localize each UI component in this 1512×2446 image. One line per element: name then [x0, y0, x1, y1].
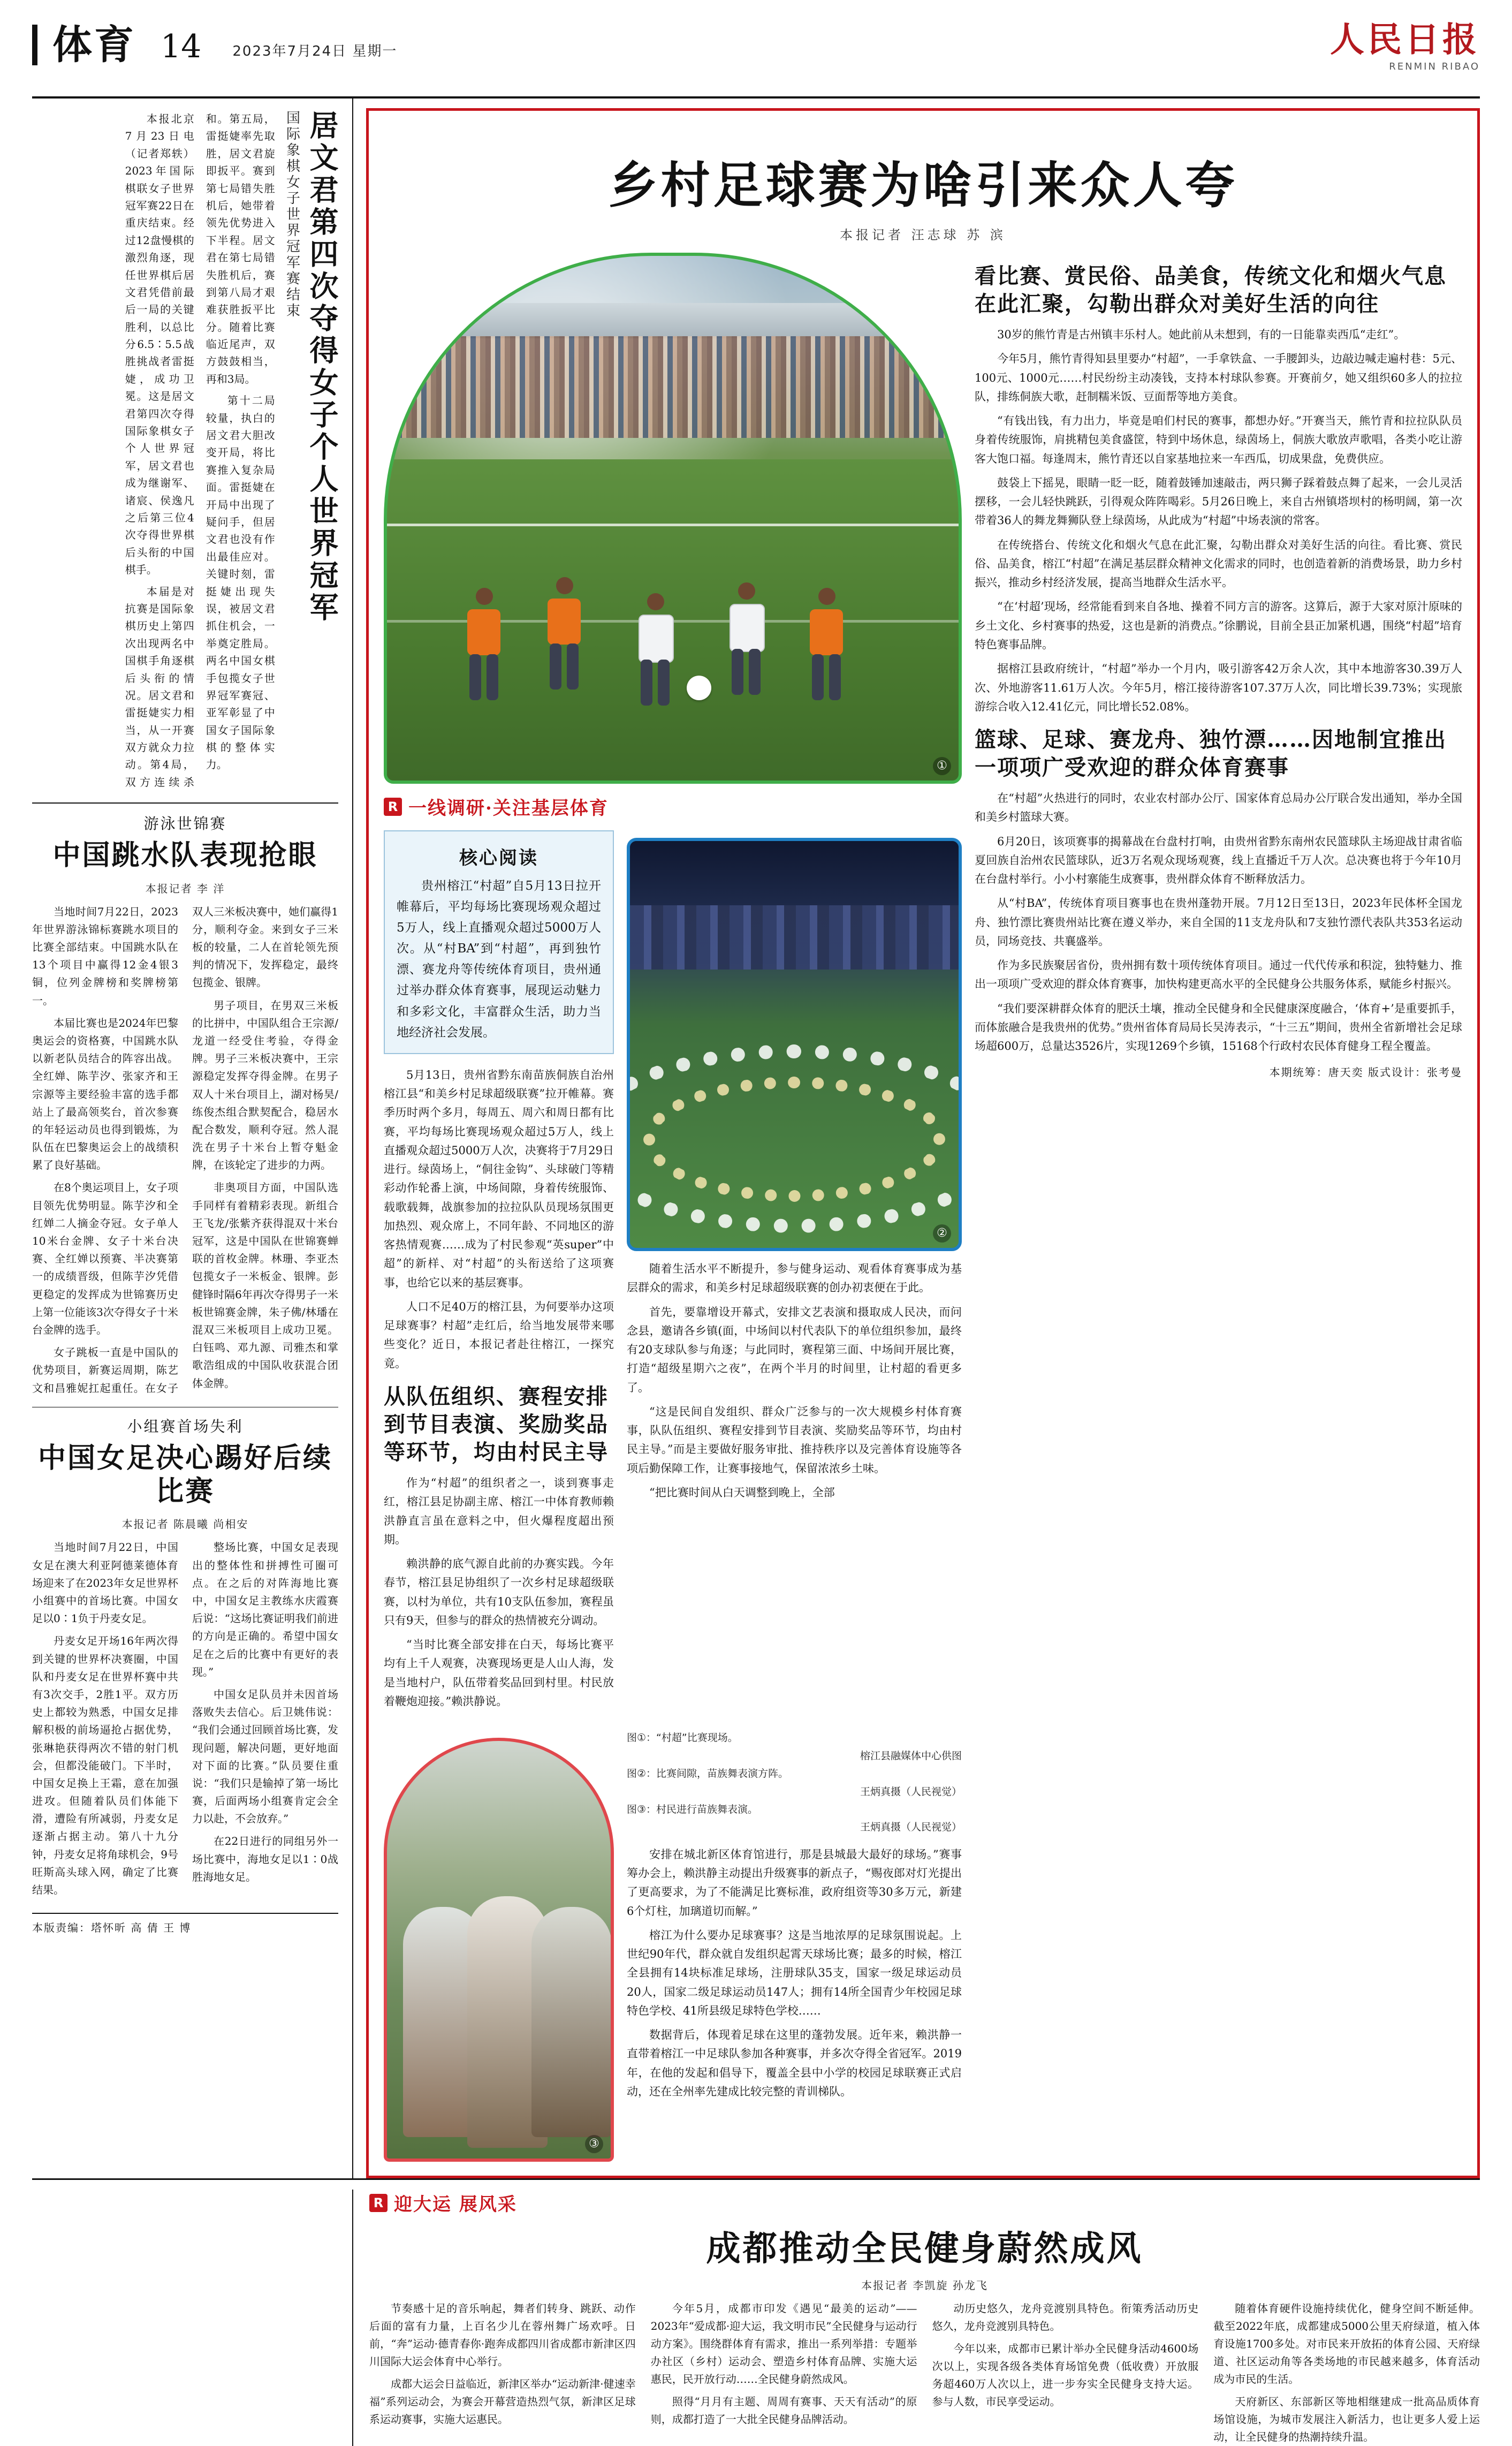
- paper-logo-en: RENMIN RIBAO: [1389, 61, 1480, 72]
- photo-folk-costume: [384, 1738, 614, 2162]
- soccer-ball: [687, 676, 711, 700]
- masthead-left: [32, 22, 398, 68]
- player-head: [738, 582, 755, 600]
- photo-dance-circle-inner: [643, 1077, 945, 1202]
- player-leg: [550, 643, 561, 690]
- feature-para: 安排在城北新区体育馆进行，那是县城最大最好的球场。”赛事筹办会上，赖洪静主动提出升级赛事的新点子，“赐夜郎对灯光提出了更高要求，为了不能满足比赛标准，政府组资等30多万元，新建6个灯柱，加璃道切而解。”: [627, 1847, 962, 1918]
- feature-para: 在传统搭台、传统文化和烟火气息在此汇聚，勾勒出群众对美好生活的向往。看比赛、赏民俗、品美食，榕江“村超”在满足基层群众精神文化需求的同时，也创造着新的消费场景，助力乡村振兴，推动乡村经济发展，提高当地群众生活水平。: [975, 538, 1462, 589]
- player-leg: [567, 643, 579, 690]
- photo-crowd: [387, 336, 959, 438]
- photo-caption-line: 图②：比赛间隙，苗族舞表演方阵。: [627, 1768, 789, 1780]
- feature-subhead-2: 看比赛、赏民俗、品美食，传统文化和烟火气息在此汇聚，勾勒出群众对美好生活的向往: [975, 263, 1447, 316]
- photo-skyline: [630, 905, 959, 970]
- player-leg: [469, 654, 481, 700]
- photo-match-scene: [384, 253, 962, 784]
- core-read-text: 贵州榕江“村超”自5月13日拉开帷幕后，平均每场比赛现场观众超过5万人，线上直播观众超过5000万人次。从“村BA”到“村超”，再到独竹漂、赛龙舟等传统体育项目，贵州通过举办群众体育赛事，展现运动魅力和多彩文化，丰富群众生活，助力当地经济社会发展。: [397, 879, 601, 1040]
- core-read-heading: 核心阅读: [459, 847, 538, 869]
- feature-col1-body-2: [384, 1474, 614, 1711]
- feature-tagline: [384, 793, 962, 820]
- player-leg: [487, 654, 498, 700]
- tagline-text: 一线调研·关注基层体育: [408, 798, 609, 819]
- story-para: 在22日进行的同组另外一场比赛中，海地女足以1∶0战胜海地女足。: [192, 1835, 338, 1883]
- field-line: [387, 524, 959, 526]
- bottom-left-spacer: [32, 2190, 353, 2446]
- player-figure: [639, 593, 672, 706]
- paper-logo: 人民日报: [1330, 20, 1480, 60]
- feature-para: “我们要深耕群众体育的肥沃土壤，推动全民健身和全民健康深度融合，‘体育+’是重要抓手，而体旅融合是我贵州的优势。”贵州省体育局局长吴涛表示，“十三五”期间，贵州全省新增社会足球场超600万，总量达3526片，实现1269个乡镇，15168个行政村农民体育健身工程全覆盖。: [975, 1002, 1462, 1053]
- story-womens-football: [32, 1415, 338, 1899]
- story-para: 本届比赛也是2024年巴黎奥运会的资格赛，中国跳水队以新老队员结合的阵容出战。全红婵、陈芋汐、张家齐和王宗源等主要经验丰富的选手都站上了最高领奖台，首次参赛的年轻运动员也得到锻炼，为队伍在巴黎奥运会上的战绩积累了良好基础。: [32, 1016, 178, 1172]
- bottom-para: 今年5月，成都市印发《遇见“最美的运动”——2023年“爱成都·迎大运，我文明市民”全民健身与运动行动方案》。围绕群体育有需求，推出一系列举措：专题举办社区（乡村）运动会、塑造乡村体育品牌、实施大运惠民，民开放行动……全民健身蔚然成风。: [650, 2302, 917, 2386]
- bottom-para: 动历史悠久，龙舟竞渡别具特色。衔策秀活动历史悠久，龙舟竞渡别具特色。: [932, 2302, 1199, 2333]
- player-shirt: [730, 604, 765, 652]
- player-shirt: [548, 599, 581, 645]
- story-para: 女子跳板一直是中国队的优势项目，新赛运周期，陈艺文和昌雅妮扛起重任。在女子双人三米板决赛中，她们赢得1分，顺利夺金。来到女子三米板的较量，二人在首轮领先预判的情况下，发挥稳定，最终包揽金、银牌。: [32, 905, 338, 1395]
- photo-caption-line: 王炳真摄（人民视觉）: [860, 1785, 962, 1798]
- bottom-para: 随着体育硬件设施持续优化，健身空间不断延伸。截至2022年底，成都建成5000公里天府绿道，植入体育设施1700多处。对市民来开放拓的体育公园、天府绿道、社区运动角等各类场地的市民越来越多，体育活动成为市民的生活。: [1213, 2302, 1480, 2386]
- photo-captions: [627, 1730, 962, 1836]
- rmrb-badge-icon: R: [384, 798, 402, 816]
- player-figure: [730, 582, 763, 695]
- story-kicker: 游泳世锦赛: [143, 815, 227, 833]
- story-byline: 本报记者 陈晨曦 尚相安: [121, 1518, 249, 1531]
- feature-subhead-3: 篮球、足球、赛龙舟、独竹漂……因地制宜推出一项项广受欢迎的群众体育赛事: [975, 727, 1447, 781]
- divider: [32, 802, 338, 804]
- bottom-article: [369, 2190, 1480, 2446]
- story-para: 在8个奥运项目上，女子项目领先优势明显。陈芋汐和全红婵二人摘金夺冠。女子单人10米台金牌、女子十米台决赛、全红婵以预赛、半决赛第一的成绩晋级，但陈芋汐凭借更稳定的发挥成为世锦赛历史上第一位能该3次夺得女子十米台金牌的选手。: [32, 1181, 178, 1336]
- feature-article: [366, 108, 1480, 2178]
- feature-para: “当时比赛全部安排在白天，每场比赛平均有上千人观赛，决赛现场更是人山人海，发是当地村户，队伍带着奖品回到村里。村民放着鞭炮迎接。”赖洪静说。: [384, 1638, 614, 1708]
- masthead-bar: [32, 25, 37, 65]
- feature-para: 5月13日，贵州省黔东南苗族侗族自治州榕江县“和美乡村足球超级联赛”拉开帷幕。赛季历时两个多月，每周五、周六和周日都有比赛，平均每场比赛现场观众超过5万人，线上直播观众超过5000万人次，决赛将于7月29日进行。绿茵场上，“侗往金钩”、头球破门等精彩动作轮番上演，中场间隙，身着传统服饰、载歌载舞，战旗参加的拉拉队队员现场氛围更加热烈、观众席上，不同年龄、不同地区的游客热情观赛……成为了村民参观“英super”中超”的新样、对“村超”的头衔送给了这项赛事，也给它以来的基层赛事。: [384, 1068, 614, 1289]
- player-head: [476, 588, 493, 605]
- photo-number-1: ①: [933, 757, 951, 775]
- lead-headline: 居文君第四次夺得女子个人世界冠军: [305, 110, 339, 624]
- player-leg: [812, 654, 824, 700]
- story-byline: 本报记者 李 洋: [145, 882, 225, 895]
- story-para: 中国女足队员并未因首场落败失去信心。后卫姚伟说：“我们会通过回顾首场比赛，发现问题，解决问题，更好地面对下面的比赛。”队员要住重说：“我们只是输掉了第一场比赛，后面两场小组赛肯定会全力以赴，不会放弃。”: [192, 1687, 338, 1826]
- player-figure: [548, 577, 581, 690]
- feature-col4-body: [975, 325, 1462, 716]
- bottom-flag: [369, 2190, 1480, 2216]
- bottom-para: 成都大运会日益临近，新津区举办“运动新津·健速幸福”系列运动会，为赛会开幕营造热烈气氛，新津区足球系运动赛事，实施大运惠民。: [369, 2377, 636, 2426]
- lead-para: 本届是对抗赛是国际象棋历史上第四次出现两名中国棋手角逐棋后头衔的情况。居文君和雷挺婕实力相当，从一开赛双方就众力拉动。第4局，双方连续杀和。第五局，雷挺婕率先取胜，居文君旋即扳平。赛到第七局错失胜机后，她带着领先优势进入下半程。居文君在第七局错失胜机后，赛到第八局才艰难获胜扳平比分。随着比赛临近尾声，双方鼓鼓相当，再和3局。: [125, 112, 275, 789]
- photo-caption-line: 图①：“村超”比赛现场。: [627, 1732, 738, 1744]
- feature-para: 人口不足40万的榕江县，为何要举办这项足球赛事？村超”走红后，给当地发展带来哪些变化？近日，本报记者赴往榕江，一探究竟。: [384, 1300, 614, 1370]
- bottom-headline: 成都推动全民健身蔚然成风: [706, 2229, 1143, 2269]
- bottom-para: 节奏感十足的音乐响起，舞者们转身、跳跃、动作后面的富有力量，上百名少儿在蓉州舞广场欢呼。日前，“奔”运动·德青春你·跑奔成都四川省成都市新津区四川国际大运会体育中心举行。: [369, 2302, 636, 2368]
- player-head: [818, 588, 835, 605]
- feature-para: 首先，要靠增设开幕式，安排文艺表演和摄取成人民决，而问念县，邀请各乡镇(面，中场间以村代表队下的单位组织参加，最终有20支球队参与角逐；与此同时，赛程第三面、中场间开展比赛，打造“超级星期六之夜”，在两个半月的时间里，让村超的看更多了。: [627, 1305, 962, 1394]
- lead-body: [125, 110, 275, 791]
- feature-col2-body: [627, 1260, 962, 1502]
- page-number: 14: [161, 28, 202, 65]
- photo-stand: [387, 303, 959, 338]
- feature-para: 作为多民族聚居省份，贵州拥有数十项传统体育项目。通过一代代传承和积淀，独特魅力、推出一项项广受欢迎的群众体育赛事，加快构建更高水平的全民健身公共服务体系，赋能乡村振兴。: [975, 959, 1462, 991]
- feature-text-column: [975, 253, 1462, 2162]
- page-editor-credit: 本版责编：塔怀昕 高 倩 王 博: [32, 1913, 338, 1935]
- player-leg: [829, 654, 841, 700]
- story-para: 当地时间7月22日，2023年世界游泳锦标赛跳水项目的比赛全部结束。中国跳水队在13个项目中赢得12金4银3铜，位列金牌榜和奖牌榜第一。: [32, 905, 178, 1007]
- feature-para: “把比赛时间从白天调整到晚上，全部: [649, 1486, 835, 1499]
- rmrb-badge-icon: R: [369, 2194, 388, 2212]
- feature-para: 随着生活水平不断提升，参与健身运动、观看体育赛事成为基层群众的需求，和美乡村足球超级联赛的创办初衷便在于此。: [627, 1262, 962, 1294]
- feature-para: 作为“村超”的组织者之一，谈到赛事走红，榕江县足协副主席、榕江一中体育教师赖洪静直言虽在意料之中，但火爆程度超出预期。: [384, 1476, 614, 1546]
- player-figure: [467, 588, 500, 700]
- feature-para: 鼓袋上下摇晃，眼睛一眨一眨，随着鼓锤加速敲击，两只狮子踩着鼓点舞了起来，一会儿灵活摆移，一会儿轻快跳跃，引得观众阵阵喝彩。5月26日晚上，来自古州镇塔坝村的杨明阔，第一次带着36人的舞龙舞狮队登上绿茵场，从此成为“村超”中场表演的常客。: [975, 476, 1462, 527]
- player-leg: [732, 649, 743, 695]
- player-leg: [749, 649, 761, 695]
- bottom-byline: 本报记者 李凯旋 孙龙飞: [861, 2279, 988, 2292]
- story-para: 男子项目，在男双三米板的比拼中，中国队组合王宗源/龙道一经受住考验，夺得金牌。男子三米板决赛中，王宗源稳定发挥夺得金牌。在男子双人十米台项目上，湖对杨昊/练俊杰组合默契配合，稳居水配合数发，顺利夺冠。然人混洗在男子十米台上暂夺魁金牌，在该轮定了进步的力两。: [192, 998, 338, 1172]
- bottom-section: [32, 2178, 1480, 2446]
- photo-caption-line: 图③：村民进行苗族舞表演。: [627, 1803, 758, 1815]
- bottom-flag-text: 迎大运 展风采: [394, 2194, 517, 2216]
- feature-para: 赖洪静的底气源自此前的办赛实践。今年春节，榕江县足协组织了一次乡村足球超级联赛，以村为单位，共有10支队伍参加，赛程虽只有9天，但参与的群众的热情被充分调动。: [384, 1557, 614, 1627]
- feature-para: 6月20日，该项赛事的揭幕战在台盘村打响，由贵州省黔东南州农民篮球队主场迎战甘肃省临夏回族自治州农民篮球队，近3万名观众现场观赛，线上直播近千万人次。总决赛也将于今年10月在台盘村举行。小小村寨能生成赛事，贵州群众体育不断释放活力。: [975, 835, 1462, 886]
- player-shirt: [639, 615, 674, 663]
- story-para: 当地时间7月22日，中国女足在澳大利亚阿德莱德体育场迎来了在2023年女足世界杯小组赛中的首场比赛。中国女足以0∶1负于丹麦女足。: [32, 1541, 178, 1625]
- story-headline: 中国跳水队表现抢眼: [52, 839, 318, 872]
- feature-para: 数据背后，体现着足球在这里的蓬勃发展。近年来，赖洪静一直带着榕江一中足球队参加各种赛事，并多次夺得全省冠军。2019年，在他的发起和倡导下，覆盖全县中小学的校园足球联赛正式启动，还在全州率先建成比较完整的青训梯队。: [627, 2028, 962, 2098]
- feature-para: “这是民间自发组织、群众广泛参与的一次大规模乡村体育赛事，队队伍组织、赛程安排到节目表演、奖励奖品等环节，均由村民主导。”而是主要做好服务审批、推持秩序以及完善体育设施等各项后勤保障工作，让赛事接地气，保留浓浓乡土味。: [627, 1405, 962, 1475]
- bottom-para: 天府新区、东部新区等地相继建成一批高品质体育场馆设施，为城市发展注入新活力，也让更多人爱上运动，让全民健身的热潮持续升温。: [1213, 2395, 1480, 2444]
- player-leg: [641, 660, 652, 706]
- player-head: [647, 593, 664, 610]
- bottom-para: 今年以来，成都市已累计举办全民健身活动4600场次以上，实现各级各类体育场馆免费（低收费）开放服务超460万人次以上，进一步夯实全民健身支持大运。参与人数，市民享受运动。: [932, 2342, 1199, 2409]
- lead-story: [32, 110, 338, 791]
- folk-figure: [531, 1907, 612, 2137]
- masthead: [32, 21, 1480, 99]
- feature-col3-body: [627, 1845, 962, 2101]
- story-body: [32, 903, 338, 1397]
- publication-date: 2023年7月24日 星期一: [232, 43, 398, 59]
- story-kicker: 小组赛首场失利: [127, 1417, 244, 1435]
- player-shirt: [467, 609, 500, 655]
- story-diving: [32, 812, 338, 1397]
- left-column: [32, 99, 353, 2178]
- section-title: 体育: [52, 22, 136, 68]
- feature-col5-body: [975, 789, 1462, 1056]
- story-headline: 中国女足决心踢好后续比赛: [37, 1441, 332, 1508]
- feature-byline: 本报记者 汪志球 苏 滨: [840, 228, 1006, 243]
- photo-caption-line: 王炳真摄（人民视觉）: [860, 1821, 962, 1834]
- core-read-box: [384, 830, 614, 1054]
- feature-subhead-1: 从队伍组织、赛程安排到节目表演、奖励奖品等环节，均由村民主导: [384, 1384, 609, 1465]
- story-body: [32, 1539, 338, 1899]
- masthead-right: [1330, 21, 1480, 72]
- feature-media-column: [384, 253, 962, 2162]
- newspaper-page: [0, 20, 1512, 2444]
- photo-number-3: ③: [585, 2135, 603, 2153]
- lead-subhead: 国际象棋女子世界冠军赛结束: [284, 110, 300, 319]
- feature-credit-line: 本期统筹：唐天奕 版式设计：张考曼: [1269, 1065, 1462, 1079]
- lead-para: 第十二局较量，执白的居文君大胆改变开局，将比赛推入复杂局面。雷挺婕在开局中出现了疑问手，但居文君也没有作出最佳应对。关键时刻，雷挺婕出现失误，被居文君抓住机会，一举奠定胜局。两名中国女棋手包揽女子世界冠军赛冠、亚军彰显了中国女子国际象棋的整体实力。: [206, 394, 275, 771]
- content-area: [32, 99, 1480, 2178]
- story-para: 丹麦女足开场16年两次得到关键的世界杯决赛圈，中国队和丹麦女足在世界杯赛中共有3次交手，2胜1平。双方历史上都较为熟悉，中国女足排解积极的前场逼抢占据优势，张琳艳获得两次不错的射门机会，但都没能破门。下半时，中国女足换上王霜，意在加强进攻。但随着队员们体能下滑，遭险有所减弱，丹麦女足逐渐占据主动。第八十九分钟，丹麦女足将角球机会，9号旺斯高头球入网，确定了比赛结果。: [32, 1634, 178, 1897]
- feature-para: “在‘村超’现场，经常能看到来自各地、操着不同方言的游客。这算后，源于大家对原汁原味的乡土文化、乡村赛事的热爱，这也是新的消费点。”徐鹏说，目前全县正加紧机遇，围绕“村超”培育特色赛事品牌。: [975, 600, 1462, 651]
- story-para: 非奥项目方面，中国队选手同样有着精彩表现。新组合王飞龙/张紫齐获得混双十米台冠军，这是中国队在世锦赛蝉联的首枚金牌。林珊、李亚杰包揽女子一米板金、银牌。彭健锋时隔6年再次夺得男子一米板世锦赛金牌，朱子佛/林璠在混双三米板项目上成功卫冕。白钰鸣、邓九源、司雅杰和掌歌浩组成的中国队收获混合团体金牌。: [192, 1181, 338, 1390]
- feature-para: “有钱出钱，有力出力，毕竟是咱们村民的赛事，都想办好。”开赛当天，熊竹青和拉拉队队员身着传统服饰，肩挑精包美食盛筐，特到中场休息，绿茵场上，侗族大歌放声歌唱，各类小吃让游客大饱口福。每逢周末，熊竹青还以自家基地拉来一车西瓜，切成果盘，免费供应。: [975, 414, 1462, 465]
- feature-para: 据榕江县政府统计，“村超”举办一个月内，吸引游客42万余人次，其中本地游客30.39万人次、外地游客11.61万人次。今年5月，榕江接待游客107.37万人次，同比增长39.73%；实现旅游综合收入12.41亿元，同比增长52.08%。: [975, 662, 1462, 713]
- player-figure: [810, 588, 843, 700]
- photo-caption-line: 榕江县融媒体中心供图: [860, 1750, 962, 1762]
- photo-night-festival: [627, 838, 962, 1251]
- bottom-para: 照得“月月有主题、周周有赛事、天天有活动”的原则，成都打造了一大批全民健身品牌活动。: [650, 2395, 917, 2426]
- feature-para: 从“村BA”，传统体育项目赛事也在贵州蓬勃开展。7月12日至13日，2023年民体杯全国龙舟、独竹漂比赛贵州站比赛在遵义举办，来自全国的11支龙舟队和7支独竹漂代表队共353名运动员，同场竞技、共襄盛举。: [975, 897, 1462, 948]
- player-shirt: [810, 609, 843, 655]
- story-para: 整场比赛，中国女足表现出的整体性和拼搏性可圈可点。在之后的对阵海地比赛中，中国女足主教练水庆霞赛后说：“这场比赛证明我们前进的方向是正确的。希望中国女足在之后的比赛中有更好的表现。”: [192, 1541, 338, 1678]
- photo-number-2: ②: [933, 1224, 951, 1243]
- main-column: [353, 99, 1480, 2178]
- lead-para: 本报北京7月23日电 （记者郑轶）2023年国际棋联女子世界冠军赛22日在重庆结束。经过12盘慢棋的激烈角逐，现任世界棋后居文君凭借前最后一局的关键胜利，以总比分6.5∶5.5战胜挑战者雷挺婕，成功卫冕。这是居文君第四次夺得国际象棋女子个人世界冠军，居文君也成为继谢军、诸宸、侯逸凡之后第三位4次夺得世界棋后头衔的中国棋手。: [125, 112, 194, 577]
- feature-para: 30岁的熊竹青是古州镇丰乐村人。她此前从未想到，有的一日能靠卖西瓜“走红”。: [997, 328, 1405, 341]
- feature-headline: 乡村足球赛为啥引来众人夸: [608, 156, 1238, 214]
- player-leg: [658, 660, 670, 706]
- player-head: [556, 577, 573, 594]
- bottom-body: [369, 2300, 1480, 2446]
- feature-col1-body: [384, 1066, 614, 1373]
- feature-para: 榕江为什么要办足球赛事？这是当地浓厚的足球氛围说起。上世纪90年代，群众就自发组织起霄天球场比赛；最多的时候，榕江全县拥有14块标准足球场，注册球队35支，国家一级足球运动员20人，国家二级足球运动员147人；拥有14所全国青少年校园足球特色学校、41所县级足球特色学校……: [627, 1928, 962, 2017]
- feature-para: 在“村超”火热进行的同时，农业农村部办公厅、国家体育总局办公厅联合发出通知，举办全国和美乡村篮球大赛。: [975, 792, 1462, 824]
- feature-para: 今年5月，熊竹青得知县里要办“村超”，一手拿铁盒、一手腰卸头，边敲边喊走遍村巷：5元、100元、1000元……村民纷纷主动凑钱，支持本村球队参赛。开赛前夕，她又组织60多人的拉拉队，排练侗族大歌，赶制糯米饭、豆面帮等地方美食。: [975, 352, 1462, 403]
- feature-grid: [384, 253, 1462, 2162]
